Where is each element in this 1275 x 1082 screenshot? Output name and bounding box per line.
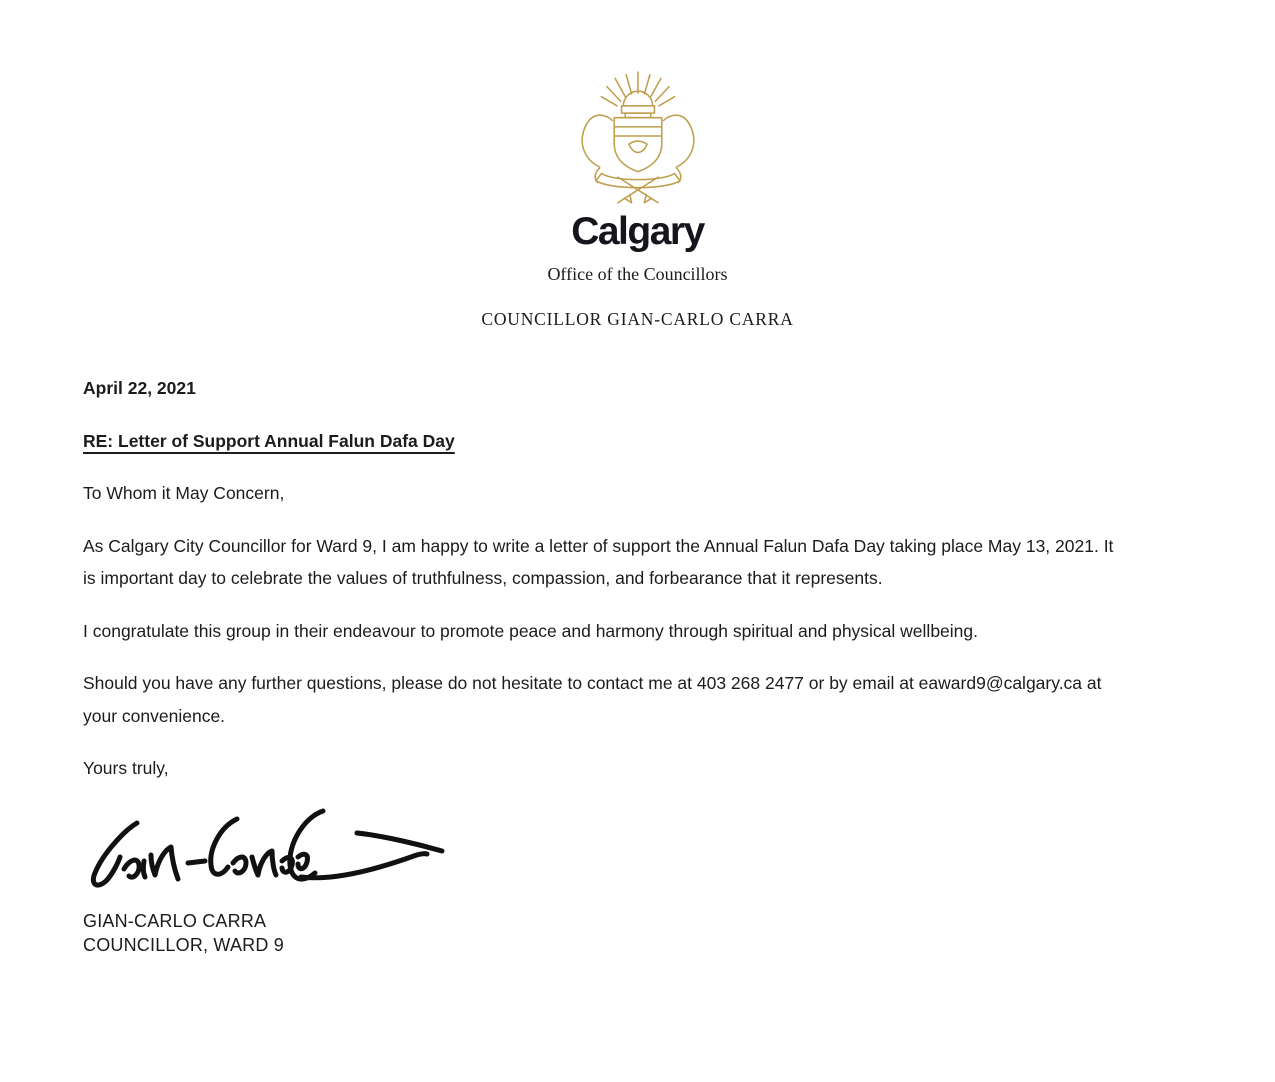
calgary-wordmark: Calgary xyxy=(571,210,704,253)
paragraph-2: I congratulate this group in their endeavour to promote peace and harmony through spiritual and physical wellbeing. xyxy=(83,620,978,641)
letter-body xyxy=(0,330,1275,957)
letter-date: April 22, 2021 xyxy=(83,378,196,398)
signature-name: GIAN-CARLO CARRA xyxy=(83,910,267,931)
letterhead xyxy=(0,0,1275,330)
councillor-name-line: COUNCILLOR GIAN-CARLO CARRA xyxy=(481,309,794,329)
signature-image xyxy=(85,805,445,897)
subject-line: RE: Letter of Support Annual Falun Dafa Day xyxy=(83,430,455,451)
calgary-crest-icon xyxy=(574,66,702,206)
salutation: To Whom it May Concern, xyxy=(83,483,285,503)
signature-title: COUNCILLOR, WARD 9 xyxy=(83,934,284,955)
office-line: Office of the Councillors xyxy=(547,264,728,284)
paragraph-3: Should you have any further questions, please do not hesitate to contact me at 403 268 2477 or by email at eaward9@calgary.ca at your convenience. xyxy=(83,673,1102,726)
closing: Yours truly, xyxy=(83,758,169,778)
paragraph-1: As Calgary City Councillor for Ward 9, I am happy to write a letter of support the Annual Falun Dafa Day taking place May 13, 2021. It is important day to celebrate the values of truthfulness, compassion, and forbearance that it represents. xyxy=(83,535,1114,588)
